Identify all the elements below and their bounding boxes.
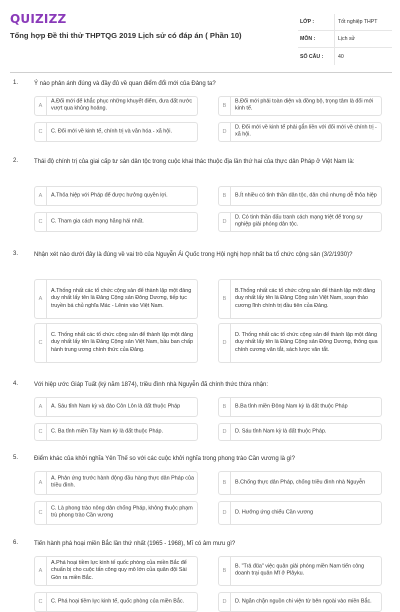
option-letter: D	[219, 123, 231, 141]
option-text: C. Thống nhất các tổ chức cộng sản để thành lập một đảng duy nhất lấy tên là Đảng Cộng sản Việt Nam, bầu ban chấp hành trung ương chính thức của Đảng.	[51, 331, 193, 353]
option-b[interactable]	[218, 96, 382, 116]
question-3	[0, 251, 400, 371]
meta-value: 40	[338, 53, 344, 60]
meta-row-question-count	[298, 48, 392, 65]
option-c[interactable]	[34, 212, 198, 232]
option-a[interactable]	[34, 279, 198, 319]
question-text: Ý nào phản ánh đúng và đầy đủ về quan điểm đổi mới của Đảng ta?	[34, 81, 216, 87]
option-a[interactable]	[34, 556, 198, 586]
option-text: C. Phá hoại tiềm lực kinh tế, quốc phòng của miền Bắc.	[51, 598, 185, 605]
option-text: B.Chống thực dân Pháp, chống triều đình nhà Nguyễn	[235, 479, 366, 486]
option-b[interactable]	[218, 279, 382, 319]
question-text: Thái độ chính trị của giai cấp tư sản dân tộc trong cuộc khai thác thuộc địa lần thứ hai của thực dân Pháp ở Việt Nam là:	[34, 159, 355, 165]
option-letter: A	[35, 557, 47, 585]
option-text: B. "Trả đũa" việc quân giải phóng miền Nam tiến công doanh trại quân Mĩ ở Plâyku.	[235, 563, 365, 577]
option-d[interactable]	[218, 592, 382, 612]
option-letter: C	[35, 213, 47, 231]
question-number: 6.	[13, 540, 19, 546]
option-text: D. Hưởng ứng chiếu Cần vương	[235, 509, 314, 516]
option-letter: A	[35, 187, 47, 205]
question-text: Tiến hành phá hoại miền Bắc lần thứ nhất (1965 - 1968), Mĩ có âm mưu gì?	[34, 541, 236, 547]
option-text: D. Thống nhất các tổ chức cộng sản để thành lập một đảng duy nhất lấy tên là Đảng Cộng sản Đông Dương, thông qua chính cương văn tắt, sách lược văn tắt.	[235, 331, 378, 353]
option-letter: C	[35, 424, 47, 440]
worksheet-title: Tổng hợp Đề thi thử THPTQG 2019 Lịch sử có đáp án ( Phần 10)	[10, 31, 242, 40]
option-d[interactable]	[218, 323, 382, 363]
option-d[interactable]	[218, 423, 382, 441]
meta-label: SỐ CÂU :	[300, 53, 324, 60]
option-letter: B	[219, 398, 231, 416]
option-letter: C	[35, 324, 47, 362]
option-letter: D	[219, 324, 231, 362]
option-text: C. Là phong trào nông dân chống Pháp, không thuộc phạm trù phong trào Cần vương	[51, 505, 193, 519]
option-c[interactable]	[34, 122, 198, 142]
option-text: A.Đổi mới để khắc phục những khuyết điểm, đưa đất nước vượt qua khủng hoảng.	[51, 98, 193, 112]
option-letter: B	[219, 472, 231, 494]
question-5	[0, 455, 400, 533]
meta-divider	[334, 14, 335, 65]
quizizz-logo: QUIZIZZ	[10, 12, 67, 26]
option-letter: D	[219, 424, 231, 440]
option-letter: A	[35, 472, 47, 494]
worksheet-header	[0, 0, 400, 75]
question-4	[0, 381, 400, 443]
option-text: A.Thống nhất các tổ chức cộng sản để thành lập một đảng duy nhất lấy tên là Đảng Cộng sản Đông Dương, tiếp tục truyền bá chủ nghĩa Mác - Lênin vào Việt Nam.	[51, 287, 192, 309]
question-number: 5.	[13, 455, 19, 461]
option-b[interactable]	[218, 186, 382, 206]
question-number: 1.	[13, 80, 19, 86]
question-number: 3.	[13, 251, 19, 257]
option-text: A.Thỏa hiệp với Pháp để được hưởng quyền lợi.	[51, 192, 168, 199]
meta-row-subject	[298, 31, 392, 48]
option-b[interactable]	[218, 556, 382, 586]
worksheet-meta	[298, 14, 392, 65]
option-text: D. Ngăn chặn nguồn chi viện từ bên ngoài vào miền Bắc.	[235, 598, 372, 605]
option-b[interactable]	[218, 397, 382, 417]
option-text: C. Ba tỉnh miền Tây Nam kỳ là đất thuộc Pháp.	[51, 428, 163, 435]
option-letter: C	[35, 502, 47, 524]
question-number: 2.	[13, 158, 19, 164]
option-text: B.Ít nhiều có tinh thần dân tộc, dân chủ nhưng dễ thỏa hiệp	[235, 192, 377, 199]
question-2	[0, 158, 400, 243]
option-c[interactable]	[34, 423, 198, 441]
option-text: B.Thống nhất các tổ chức cộng sản để thành lập một đảng duy nhất lấy tên là Đảng Cộng sản Việt Nam, soạn thảo cương lĩnh chính trị đầu tiên của Đảng.	[235, 287, 376, 309]
meta-label: MÔN :	[300, 36, 316, 42]
option-letter: B	[219, 187, 231, 205]
header-divider	[10, 72, 392, 73]
option-d[interactable]	[218, 501, 382, 525]
option-a[interactable]	[34, 96, 198, 116]
option-b[interactable]	[218, 471, 382, 495]
option-letter: B	[219, 557, 231, 585]
question-6	[0, 540, 400, 605]
option-letter: B	[219, 280, 231, 318]
question-text: Điểm khác của khởi nghĩa Yên Thế so với các cuộc khởi nghĩa trong phong trào Cần vương là gì?	[34, 456, 296, 462]
question-1	[0, 80, 400, 150]
option-letter: A	[35, 398, 47, 416]
meta-row-class	[298, 14, 392, 31]
option-letter: C	[35, 123, 47, 141]
option-d[interactable]	[218, 212, 382, 232]
option-letter: B	[219, 97, 231, 115]
option-text: B.Đổi mới phải toàn diện và đồng bộ, trọng tâm là đổi mới kinh tế.	[235, 98, 374, 112]
option-c[interactable]	[34, 501, 198, 525]
option-text: A.Phá hoại tiềm lực kinh tế quốc phòng của miền Bắc để chuẩn bị cho cuộc tấn công quy mô lớn của quân đội Sài Gòn ra miền Bắc.	[51, 559, 187, 581]
option-c[interactable]	[34, 592, 198, 612]
option-text: A. Sáu tỉnh Nam kỳ và đảo Côn Lôn là đất thuộc Pháp	[51, 403, 181, 410]
question-text: Nhận xét nào dưới đây là đúng về vai trò của Nguyễn Ái Quốc trong Hội nghị hợp nhất ba tổ chức cộng sản (3/2/1930)?	[34, 252, 353, 258]
question-number: 4.	[13, 381, 19, 387]
option-letter: D	[219, 593, 231, 611]
option-d[interactable]	[218, 122, 382, 142]
option-a[interactable]	[34, 471, 198, 495]
option-a[interactable]	[34, 397, 198, 417]
option-text: D. Sáu tỉnh Nam kỳ là đất thuộc Pháp.	[235, 428, 327, 435]
option-letter: D	[219, 502, 231, 524]
option-text: D. Có tinh thần đấu tranh cách mạng triệt để trong sự nghiệp giải phóng dân tộc.	[235, 214, 363, 228]
option-text: C. Tham gia cách mạng hăng hái nhất.	[51, 218, 144, 225]
option-text: A. Phản ứng trước hành động đầu hàng thực dân Pháp của triều đình.	[51, 475, 194, 489]
option-text: C. Đổi mới về kinh tế, chính trị và văn hóa - xã hội.	[51, 128, 172, 135]
option-a[interactable]	[34, 186, 198, 206]
meta-value: Lịch sử	[338, 36, 356, 42]
option-letter: A	[35, 97, 47, 115]
option-text: D. Đổi mới về kinh tế phải gắn liền với đổi mới về chính trị - xã hội.	[235, 124, 377, 138]
option-letter: C	[35, 593, 47, 611]
option-text: B.Ba tỉnh miền Đông Nam kỳ là đất thuộc Pháp	[235, 403, 348, 410]
question-text: Với hiệp ước Giáp Tuất (ký năm 1874), triều đình nhà Nguyễn đã chính thức thừa nhận:	[34, 382, 269, 388]
option-letter: D	[219, 213, 231, 231]
meta-value: Tốt nghiệp THPT	[338, 19, 378, 25]
meta-label: LỚP :	[300, 19, 315, 25]
option-c[interactable]	[34, 323, 198, 363]
option-letter: A	[35, 280, 47, 318]
